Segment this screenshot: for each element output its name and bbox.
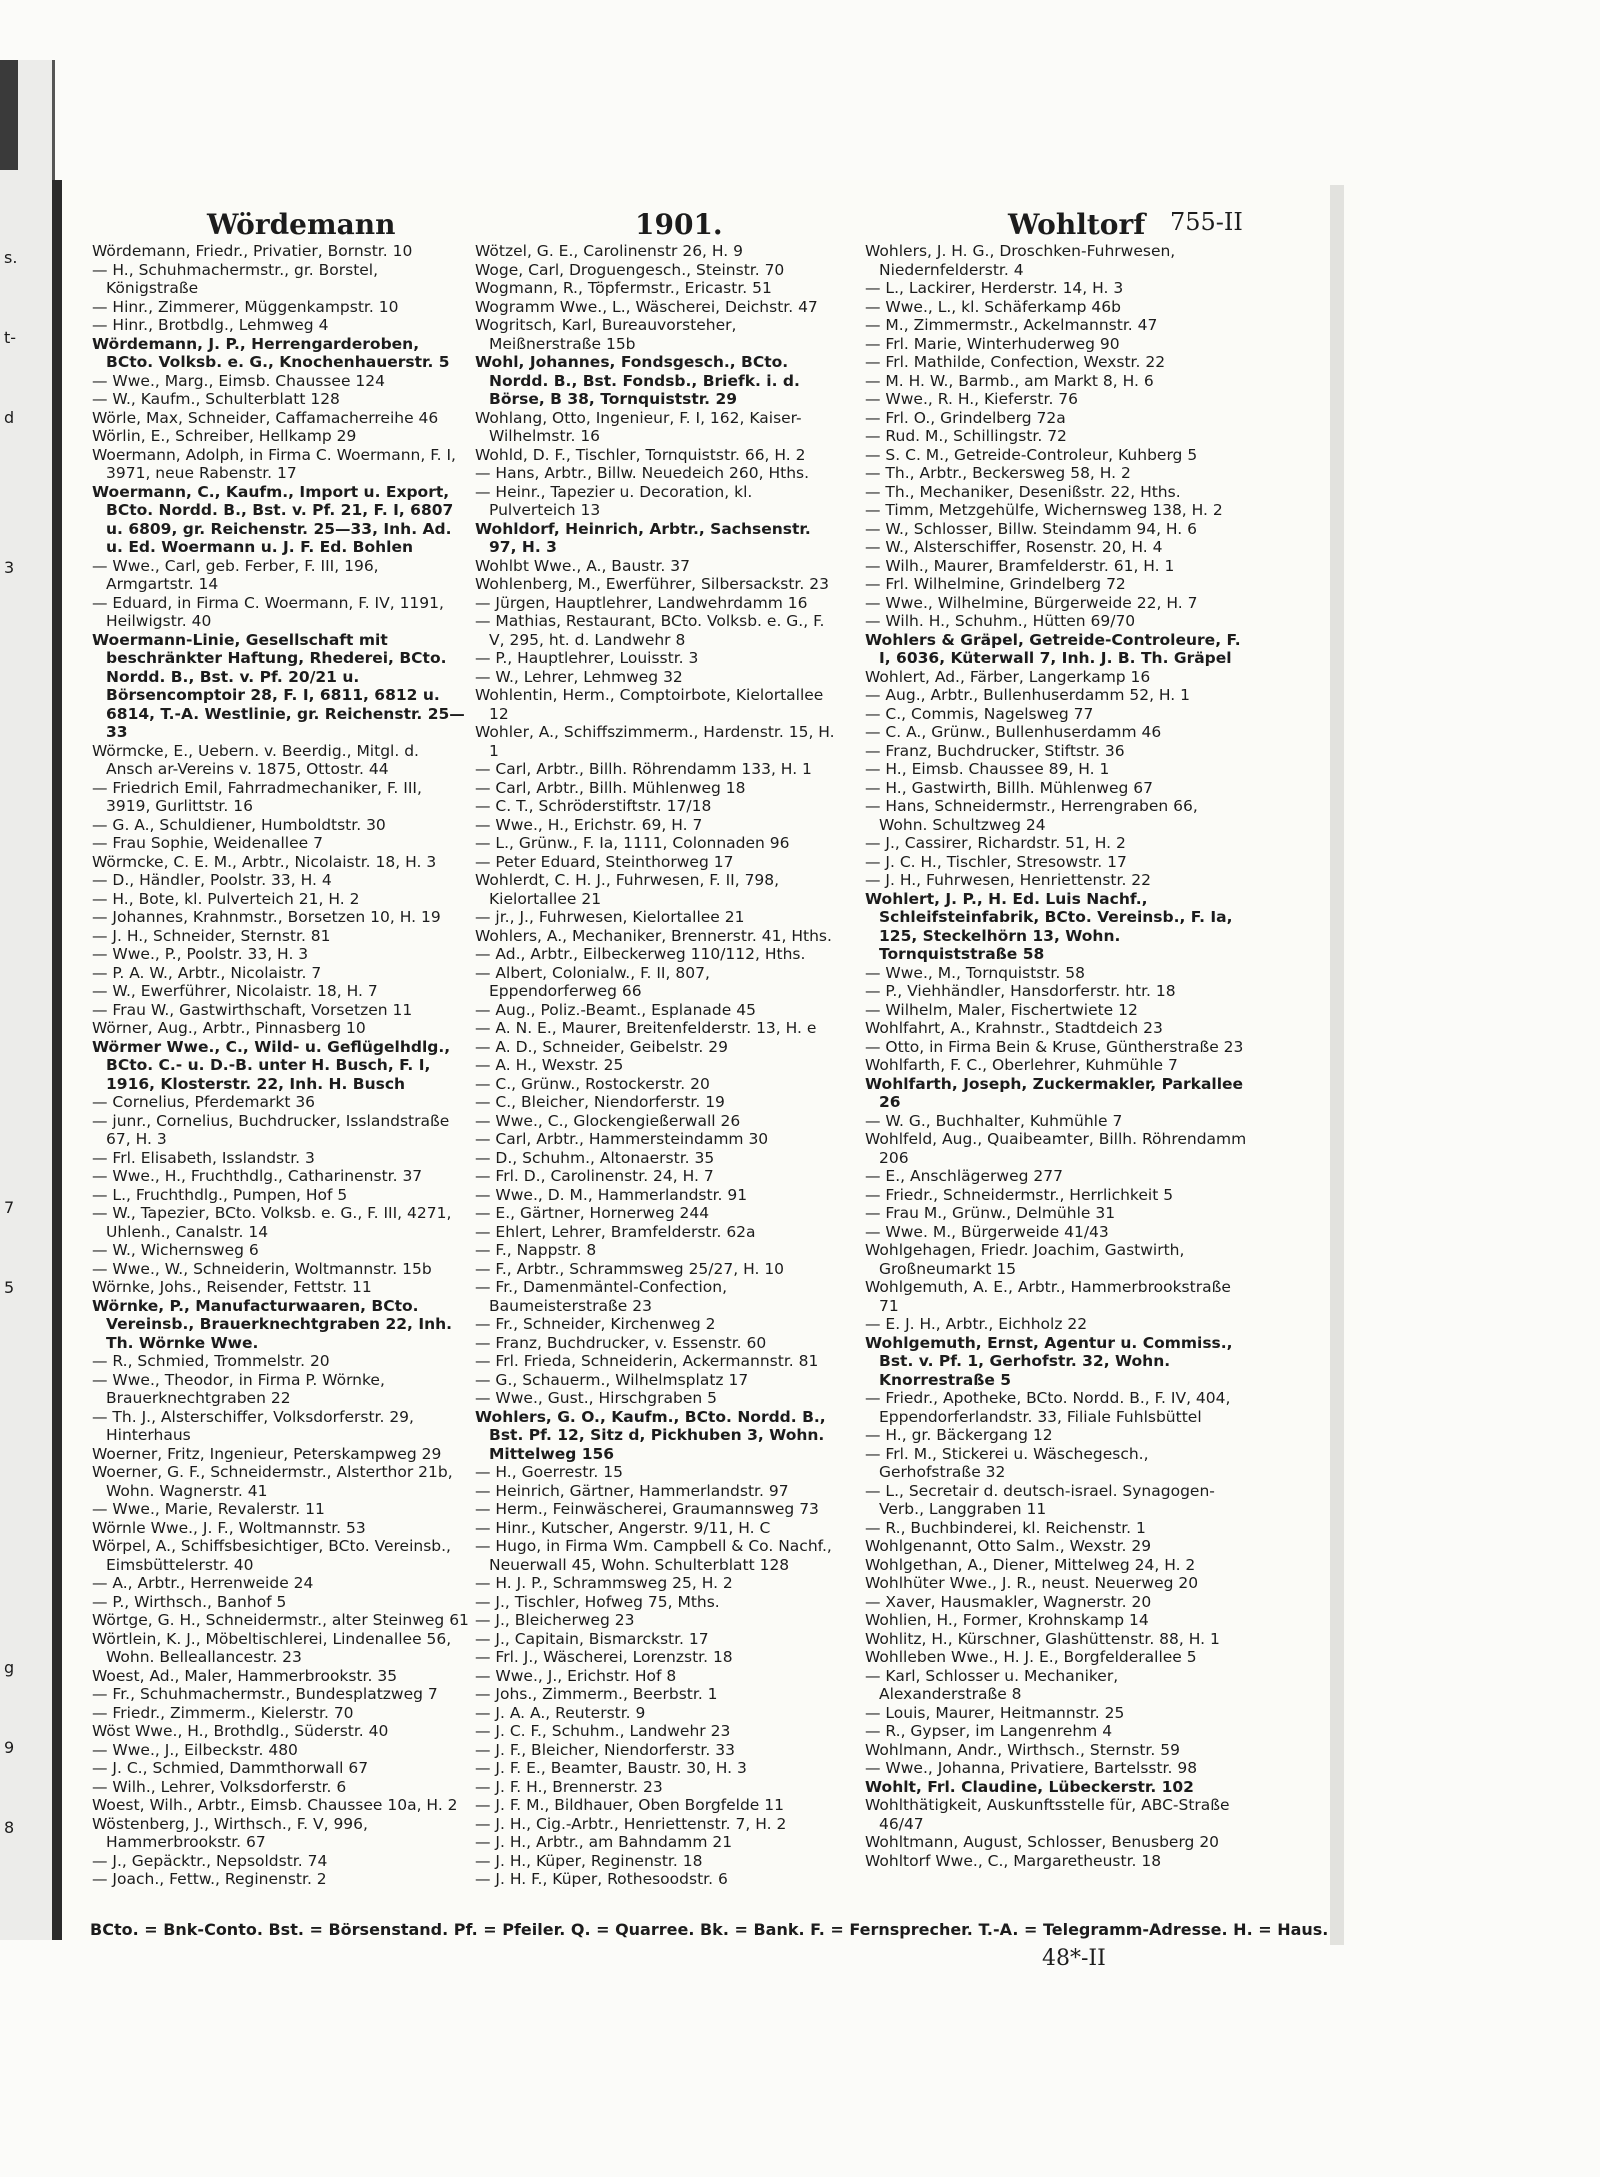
- directory-entry: — J., Cassirer, Richardstr. 51, H. 2: [865, 834, 1126, 852]
- directory-entry: Wohlentin, Herm., Comptoirbote, Kielortallee 12: [475, 686, 824, 723]
- directory-entry: — P., Wirthsch., Banhof 5: [92, 1592, 287, 1611]
- directory-entry: — Wwe., J., Eilbeckstr. 480: [92, 1740, 298, 1759]
- directory-entry: — J., Bleicherweg 23: [475, 1611, 635, 1629]
- directory-entry: — H., Goerrestr. 15: [475, 1463, 623, 1481]
- directory-entry: — J. F. H., Brennerstr. 23: [475, 1777, 663, 1796]
- directory-entry: — Hans, Arbtr., Billw. Neuedeich 260, Hths.: [475, 464, 810, 482]
- directory-entry: — H., Gastwirth, Billh. Mühlenweg 67: [865, 778, 1153, 797]
- directory-entry: — Joach., Fettw., Reginenstr. 2: [92, 1870, 327, 1888]
- directory-entry: Wohlthätigkeit, Auskunftsstelle für, ABC-Straße 46/47: [865, 1796, 1230, 1833]
- directory-entry: — C., Grünw., Rostockerstr. 20: [475, 1074, 710, 1093]
- directory-entry: — C. T., Schröderstiftstr. 17/18: [475, 797, 712, 815]
- directory-entry: — Th., Mechaniker, Desenißstr. 22, Hths.: [865, 482, 1181, 501]
- directory-entry: — J. H., Küper, Reginenstr. 18: [475, 1851, 703, 1870]
- directory-entry: — Ehlert, Lehrer, Bramfelderstr. 62a: [475, 1222, 756, 1241]
- directory-entry: Woerner, G. F., Schneidermstr., Alsterthor 21b, Wohn. Wagnerstr. 41: [92, 1463, 453, 1500]
- directory-entry: Wohlgethan, A., Diener, Mittelweg 24, H. 2: [865, 1555, 1196, 1574]
- directory-entry: — J. H., Cig.-Arbtr., Henriettenstr. 7, H. 2: [475, 1814, 787, 1833]
- directory-entry: Wörle, Max, Schneider, Caffamacherreihe 46: [92, 408, 439, 427]
- directory-entry: Wohlfarth, F. C., Oberlehrer, Kuhmühle 7: [865, 1056, 1178, 1074]
- directory-entry: — Friedr., Schneidermstr., Herrlichkeit 5: [865, 1185, 1174, 1204]
- directory-entry: Wohlhüter Wwe., J. R., neust. Neuerweg 20: [865, 1574, 1199, 1592]
- directory-entry: — D., Schuhm., Altonaerstr. 35: [475, 1148, 715, 1167]
- directory-entry: — Wwe., M., Tornquiststr. 58: [865, 963, 1085, 982]
- directory-entry: — W., Ewerführer, Nicolaistr. 18, H. 7: [92, 982, 378, 1000]
- directory-entry: — Peter Eduard, Steinthorweg 17: [475, 852, 734, 871]
- prev-page-fragment: 7: [4, 1198, 15, 1217]
- directory-entry: Wohlerdt, C. H. J., Fuhrwesen, F. II, 798, Kielortallee 21: [475, 871, 780, 908]
- directory-entry: — Fr., Damenmäntel-Confection, Baumeisterstraße 23: [475, 1278, 728, 1315]
- directory-entry: — Frau Sophie, Weidenallee 7: [92, 834, 323, 852]
- directory-entry: Wörnke, P., Manufacturwaaren, BCto. Vereinsb., Brauerknechtgraben 22, Inh. Th. Wörnke Wwe.: [92, 1296, 453, 1352]
- prev-page-fragment: 5: [4, 1278, 15, 1297]
- directory-entry: — J. C. F., Schuhm., Landwehr 23: [475, 1722, 731, 1740]
- directory-entry: — H. J. P., Schrammsweg 25, H. 2: [475, 1574, 733, 1592]
- directory-entry: — Wwe., D. M., Hammerlandstr. 91: [475, 1185, 748, 1204]
- directory-entry: — Frau W., Gastwirthschaft, Vorsetzen 11: [92, 1000, 413, 1019]
- directory-entry: Wohlbt Wwe., A., Baustr. 37: [475, 556, 690, 575]
- directory-entry: — Wwe., Carl, geb. Ferber, F. III, 196, Armgartstr. 14: [92, 556, 379, 593]
- directory-entry: Wohlgemuth, Ernst, Agentur u. Commiss., Bst. v. Pf. 1, Gerhofstr. 32, Wohn. Knorrestraße 5: [865, 1333, 1233, 1389]
- directory-entry: Wohlers, J. H. G., Droschken-Fuhrwesen, Niedernfelderstr. 4: [865, 242, 1176, 279]
- printer-signature: 48*-II: [1042, 1946, 1106, 1971]
- directory-entry: Wörnke, Johs., Reisender, Fettstr. 11: [92, 1278, 372, 1296]
- directory-entry: Wötzel, G. E., Carolinenstr 26, H. 9: [475, 242, 744, 260]
- directory-entry: — Eduard, in Firma C. Woermann, F. IV, 1191, Heilwigstr. 40: [92, 593, 444, 630]
- directory-entry: Wohlgehagen, Friedr. Joachim, Gastwirth, Großneumarkt 15: [865, 1241, 1185, 1278]
- directory-entry: — W. G., Buchhalter, Kuhmühle 7: [865, 1111, 1123, 1130]
- directory-entry: — W., Tapezier, BCto. Volksb. e. G., F. III, 4271, Uhlenh., Canalstr. 14: [92, 1204, 452, 1241]
- directory-entry: — Friedr., Zimmerm., Kielerstr. 70: [92, 1703, 354, 1722]
- directory-entry: — Frl. J., Wäscherei, Lorenzstr. 18: [475, 1648, 733, 1666]
- directory-entry: — Wwe., Marg., Eimsb. Chaussee 124: [92, 371, 386, 390]
- directory-entry: Woermann, C., Kaufm., Import u. Export, BCto. Nordd. B., Bst. v. Pf. 21, F. I, 6807 u. 6809, gr. Reichenstr. 25—33, Inh. Ad. u. Ed. Woermann u. J. F. Ed. Bohlen: [92, 482, 454, 556]
- directory-entry: — F., Arbtr., Schrammsweg 25/27, H. 10: [475, 1259, 785, 1278]
- directory-entry: Woge, Carl, Droguengesch., Steinstr. 70: [475, 260, 785, 279]
- directory-entry: — Timm, Metzgehülfe, Wichernsweg 138, H. 2: [865, 501, 1223, 519]
- directory-entry: — A. H., Wexstr. 25: [475, 1056, 624, 1074]
- directory-entry: — E. J. H., Arbtr., Eichholz 22: [865, 1315, 1088, 1333]
- directory-entry: — Wwe., Gust., Hirschgraben 5: [475, 1389, 717, 1407]
- directory-entry: — Frl. Elisabeth, Isslandstr. 3: [92, 1148, 315, 1167]
- directory-entry: — R., Gypser, im Langenrehm 4: [865, 1722, 1113, 1740]
- directory-entry: — Wilh., Lehrer, Volksdorferstr. 6: [92, 1777, 347, 1796]
- directory-entry: — G., Schauerm., Wilhelmsplatz 17: [475, 1370, 749, 1389]
- directory-entry: — J. F., Bleicher, Niendorferstr. 33: [475, 1740, 735, 1759]
- directory-entry: — Carl, Arbtr., Hammersteindamm 30: [475, 1130, 769, 1148]
- directory-entry: — Wwe., P., Poolstr. 33, H. 3: [92, 945, 309, 963]
- directory-entry: — W., Kaufm., Schulterblatt 128: [92, 390, 340, 408]
- header-year: 1901.: [635, 208, 723, 241]
- directory-entry: Wörpel, A., Schiffsbesichtiger, BCto. Vereinsb., Eimsbüttelerstr. 40: [92, 1537, 451, 1574]
- directory-entry: — P., Viehhändler, Hansdorferstr. htr. 18: [865, 982, 1176, 1000]
- directory-entry: — R., Schmied, Trommelstr. 20: [92, 1352, 330, 1370]
- directory-entry: — Wwe., W., Schneiderin, Woltmannstr. 15b: [92, 1259, 432, 1278]
- prev-page-fragment: s.: [4, 248, 18, 267]
- directory-entry: — P. A. W., Arbtr., Nicolaistr. 7: [92, 963, 322, 982]
- directory-entry: — Wwe., Theodor, in Firma P. Wörnke, Brauerknechtgraben 22: [92, 1370, 385, 1407]
- directory-entry: — Frl. Marie, Winterhuderweg 90: [865, 334, 1120, 353]
- directory-entry: — J. H., Arbtr., am Bahndamm 21: [475, 1833, 733, 1851]
- directory-entry: — Wilh. H., Schuhm., Hütten 69/70: [865, 612, 1136, 630]
- directory-entry: — M., Zimmermstr., Ackelmannstr. 47: [865, 316, 1158, 334]
- directory-entry: — W., Lehrer, Lehmweg 32: [475, 667, 683, 686]
- directory-entry: Wörner, Aug., Arbtr., Pinnasberg 10: [92, 1019, 366, 1037]
- directory-entry: — Wwe., R. H., Kieferstr. 76: [865, 390, 1079, 408]
- directory-entry: — Wwe., Wilhelmine, Bürgerweide 22, H. 7: [865, 593, 1198, 612]
- directory-entry: Wohlmann, Andr., Wirthsch., Sternstr. 59: [865, 1740, 1180, 1759]
- directory-entry: — Heinrich, Gärtner, Hammerlandstr. 97: [475, 1481, 789, 1500]
- directory-entry: Wohlleben Wwe., H. J. E., Borgfelderallee 5: [865, 1648, 1197, 1666]
- directory-entry: — J. H., Fuhrwesen, Henriettenstr. 22: [865, 871, 1152, 889]
- directory-entry: — C., Commis, Nagelsweg 77: [865, 704, 1094, 723]
- directory-entry: — H., Schuhmachermstr., gr. Borstel, Königstraße: [92, 260, 379, 297]
- directory-entry: Wohlitz, H., Kürschner, Glashüttenstr. 88, H. 1: [865, 1629, 1220, 1648]
- directory-entry: — H., Eimsb. Chaussee 89, H. 1: [865, 760, 1110, 778]
- directory-entry: — M. H. W., Barmb., am Markt 8, H. 6: [865, 371, 1154, 390]
- directory-entry: — Albert, Colonialw., F. II, 807, Eppendorferweg 66: [475, 963, 710, 1000]
- directory-entry: — Wwe., H., Fruchthdlg., Catharinenstr. 37: [92, 1167, 423, 1185]
- directory-entry: — L., Secretair d. deutsch-israel. Synagogen-Verb., Langgraben 11: [865, 1481, 1215, 1518]
- directory-entry: — Frl. Wilhelmine, Grindelberg 72: [865, 575, 1126, 593]
- directory-entry: Wohlang, Otto, Ingenieur, F. I, 162, Kaiser-Wilhelmstr. 16: [475, 408, 802, 445]
- directory-entry: — Frl. O., Grindelberg 72a: [865, 408, 1066, 427]
- directory-entry: — Johannes, Krahnmstr., Borsetzen 10, H. 19: [92, 908, 441, 926]
- directory-entry: — J., Gepäcktr., Nepsoldstr. 74: [92, 1851, 328, 1870]
- directory-entry: — D., Händler, Poolstr. 33, H. 4: [92, 871, 332, 889]
- column-1: [92, 242, 470, 1889]
- directory-entry: Wogritsch, Karl, Bureauvorsteher, Meißnerstraße 15b: [475, 316, 737, 353]
- directory-entry: Wohlfarth, Joseph, Zuckermakler, Parkallee 26: [865, 1074, 1244, 1111]
- directory-entry: Wohldorf, Heinrich, Arbtr., Sachsenstr. 97, H. 3: [475, 519, 811, 556]
- directory-entry: — Wwe. M., Bürgerweide 41/43: [865, 1222, 1109, 1241]
- directory-entry: Woermann-Linie, Gesellschaft mit beschränkter Haftung, Rhederei, BCto. Nordd. B., Bst. v. Pf. 20/21 u. Börsencomptoir 28, F. I, 6811, 6812 u. 6814, T.-A. Westlinie, gr. Reichenstr. 25—33: [92, 630, 465, 741]
- directory-entry: — Aug., Poliz.-Beamt., Esplanade 45: [475, 1000, 756, 1019]
- directory-entry: — L., Grünw., F. Ia, 1111, Colonnaden 96: [475, 834, 790, 852]
- directory-entry: — E., Anschlägerweg 277: [865, 1167, 1063, 1185]
- directory-entry: — J. A. A., Reuterstr. 9: [475, 1703, 646, 1722]
- directory-entry: — H., Bote, kl. Pulverteich 21, H. 2: [92, 889, 360, 908]
- directory-entry: — L., Lackirer, Herderstr. 14, H. 3: [865, 279, 1124, 297]
- directory-entry: Wörlin, E., Schreiber, Hellkamp 29: [92, 427, 357, 445]
- directory-entry: Woest, Ad., Maler, Hammerbrookstr. 35: [92, 1666, 398, 1685]
- directory-entry: — Aug., Arbtr., Bullenhuserdamm 52, H. 1: [865, 686, 1191, 704]
- page-right-edge: [1330, 185, 1344, 1945]
- directory-entry: Wohld, D. F., Tischler, Tornquiststr. 66, H. 2: [475, 445, 806, 464]
- directory-entry: — Karl, Schlosser u. Mechaniker, Alexanderstraße 8: [865, 1666, 1119, 1703]
- directory-entry: Wohlers & Gräpel, Getreide-Controleure, F. I, 6036, Küterwall 7, Inh. J. B. Th. Gräpel: [865, 630, 1241, 667]
- directory-entry: — Heinr., Tapezier u. Decoration, kl. Pulverteich 13: [475, 482, 753, 519]
- directory-entry: Wörtlein, K. J., Möbeltischlerei, Lindenallee 56, Wohn. Belleallancestr. 23: [92, 1629, 452, 1666]
- directory-entry: — Friedrich Emil, Fahrradmechaniker, F. III, 3919, Gurlittstr. 16: [92, 778, 422, 815]
- directory-entry: Wörnle Wwe., J. F., Woltmannstr. 53: [92, 1518, 366, 1537]
- directory-entry: — Hans, Schneidermstr., Herrengraben 66, Wohn. Schultzweg 24: [865, 797, 1198, 834]
- directory-entry: Wohlers, G. O., Kaufm., BCto. Nordd. B., Bst. Pf. 12, Sitz d, Pickhuben 3, Wohn. Mittelweg 156: [475, 1407, 826, 1463]
- directory-entry: — Fr., Schneider, Kirchenweg 2: [475, 1315, 716, 1333]
- directory-entry: Woermann, Adolph, in Firma C. Woermann, F. I, 3971, neue Rabenstr. 17: [92, 445, 456, 482]
- directory-entry: — Frl. M., Stickerei u. Wäschegesch., Gerhofstraße 32: [865, 1444, 1149, 1481]
- directory-entry: — F., Nappstr. 8: [475, 1241, 597, 1259]
- directory-entry: — E., Gärtner, Hornerweg 244: [475, 1204, 710, 1222]
- directory-entry: — W., Wichernsweg 6: [92, 1241, 259, 1259]
- directory-entry: — Wwe., L., kl. Schäferkamp 46b: [865, 297, 1121, 316]
- directory-entry: — Hinr., Zimmerer, Müggenkampstr. 10: [92, 297, 399, 316]
- directory-entry: Wohlgenannt, Otto Salm., Wexstr. 29: [865, 1537, 1152, 1555]
- directory-entry: Wohlert, Ad., Färber, Langerkamp 16: [865, 667, 1151, 686]
- directory-entry: — Hugo, in Firma Wm. Campbell & Co. Nachf., Neuerwall 45, Wohn. Schulterblatt 128: [475, 1537, 832, 1574]
- directory-entry: — Ad., Arbtr., Eilbeckerweg 110/112, Hths.: [475, 945, 806, 963]
- directory-entry: — J. F. M., Bildhauer, Oben Borgfelde 11: [475, 1796, 784, 1814]
- directory-entry: Wogmann, R., Töpfermstr., Ericastr. 51: [475, 279, 772, 297]
- header-right-keyword: Wohltorf: [1008, 208, 1146, 241]
- directory-entry: — Franz, Buchdrucker, v. Essenstr. 60: [475, 1333, 767, 1352]
- directory-entry: — Wilh., Maurer, Bramfelderstr. 61, H. 1: [865, 556, 1175, 575]
- directory-entry: — Th., Arbtr., Beckersweg 58, H. 2: [865, 464, 1131, 482]
- directory-entry: Wohltorf Wwe., C., Margaretheustr. 18: [865, 1851, 1162, 1870]
- directory-entry: Woest, Wilh., Arbtr., Eimsb. Chaussee 10a, H. 2: [92, 1796, 458, 1814]
- directory-entry: — Rud. M., Schillingstr. 72: [865, 427, 1067, 445]
- directory-entry: — Hinr., Kutscher, Angerstr. 9/11, H. C: [475, 1518, 771, 1537]
- directory-entry: — Frl. Frieda, Schneiderin, Ackermannstr. 81: [475, 1352, 819, 1370]
- directory-entry: Wohlers, A., Mechaniker, Brennerstr. 41, Hths.: [475, 926, 832, 945]
- directory-entry: — J. C., Schmied, Dammthorwall 67: [92, 1759, 369, 1777]
- directory-entry: — Frl. D., Carolinenstr. 24, H. 7: [475, 1167, 714, 1185]
- directory-entry: — Wwe., Johanna, Privatiere, Bartelsstr. 98: [865, 1759, 1198, 1777]
- binding-shadow: [0, 60, 18, 170]
- directory-entry: — J. H., Schneider, Sternstr. 81: [92, 926, 331, 945]
- directory-entry: — Xaver, Hausmakler, Wagnerstr. 20: [865, 1592, 1152, 1611]
- directory-entry: Wohlfeld, Aug., Quaibeamter, Billh. Röhrendamm 206: [865, 1130, 1247, 1167]
- directory-entry: — S. C. M., Getreide-Controleur, Kuhberg 5: [865, 445, 1198, 464]
- directory-entry: Woerner, Fritz, Ingenieur, Peterskampweg 29: [92, 1444, 442, 1463]
- directory-entry: — Friedr., Apotheke, BCto. Nordd. B., F. IV, 404, Eppendorferlandstr. 33, Filiale Fuhlsbüttel: [865, 1389, 1231, 1426]
- directory-entry: — Jürgen, Hauptlehrer, Landwehrdamm 16: [475, 593, 808, 612]
- header-page-number: 755-II: [1170, 208, 1243, 236]
- directory-entry: — P., Hauptlehrer, Louisstr. 3: [475, 649, 699, 667]
- directory-entry: — Frau M., Grünw., Delmühle 31: [865, 1204, 1116, 1222]
- directory-entry: Wohlfahrt, A., Krahnstr., Stadtdeich 23: [865, 1019, 1163, 1037]
- directory-entry: — Wwe., Marie, Revalerstr. 11: [92, 1500, 325, 1518]
- directory-entry: — Wwe., J., Erichstr. Hof 8: [475, 1666, 677, 1685]
- prev-page-fragment: 3: [4, 558, 15, 577]
- directory-entry: Wohlien, H., Former, Krohnskamp 14: [865, 1611, 1149, 1629]
- directory-entry: Wörmcke, E., Uebern. v. Beerdig., Mitgl. d. Ansch ar-Vereins v. 1875, Ottostr. 44: [92, 741, 419, 778]
- directory-entry: — L., Fruchthdlg., Pumpen, Hof 5: [92, 1185, 348, 1204]
- directory-entry: — R., Buchbinderei, kl. Reichenstr. 1: [865, 1518, 1146, 1537]
- directory-entry: — Carl, Arbtr., Billh. Mühlenweg 18: [475, 778, 746, 797]
- directory-entry: Wörmcke, C. E. M., Arbtr., Nicolaistr. 18, H. 3: [92, 852, 437, 871]
- directory-entry: — W., Alsterschiffer, Rosenstr. 20, H. 4: [865, 538, 1163, 556]
- directory-entry: — A. N. E., Maurer, Breitenfelderstr. 13, H. e: [475, 1019, 817, 1037]
- directory-entry: — Wwe., C., Glockengießerwall 26: [475, 1111, 741, 1130]
- header-left-keyword: Wördemann: [207, 208, 396, 241]
- directory-entry: — Johs., Zimmerm., Beerbstr. 1: [475, 1685, 718, 1703]
- directory-entry: — jr., J., Fuhrwesen, Kielortallee 21: [475, 908, 745, 926]
- directory-entry: — Otto, in Firma Bein & Kruse, Güntherstraße 23: [865, 1037, 1244, 1056]
- page-shadow: [52, 180, 62, 1940]
- directory-entry: — A. D., Schneider, Geibelstr. 29: [475, 1037, 728, 1056]
- prev-page-fragment: t-: [4, 328, 17, 347]
- directory-entry: Wörmer Wwe., C., Wild- u. Geflügelhdlg., BCto. C.- u. D.-B. unter H. Busch, F. I, 1916, Klosterstr. 22, Inh. H. Busch: [92, 1037, 451, 1093]
- directory-entry: Wöstenberg, J., Wirthsch., F. V, 996, Hammerbrookstr. 67: [92, 1814, 368, 1851]
- directory-entry: — Frl. Mathilde, Confection, Wexstr. 22: [865, 353, 1166, 371]
- directory-entry: Wohler, A., Schiffszimmerm., Hardenstr. 15, H. 1: [475, 723, 835, 760]
- directory-entry: Wohlert, J. P., H. Ed. Luis Nachf., Schleifsteinfabrik, BCto. Vereinsb., F. Ia, 125, Steckelhörn 13, Wohn. Tornquiststraße 58: [865, 889, 1233, 963]
- directory-entry: Wördemann, Friedr., Privatier, Bornstr. 10: [92, 242, 413, 260]
- directory-entry: Wogramm Wwe., L., Wäscherei, Deichstr. 47: [475, 297, 818, 316]
- directory-entry: — C., Bleicher, Niendorferstr. 19: [475, 1093, 725, 1111]
- directory-entry: — J., Tischler, Hofweg 75, Mths.: [475, 1592, 720, 1611]
- directory-entry: — J. C. H., Tischler, Stresowstr. 17: [865, 852, 1127, 871]
- directory-entry: — Louis, Maurer, Heitmannstr. 25: [865, 1703, 1125, 1722]
- prev-page-fragment: 8: [4, 1818, 15, 1837]
- prev-page-fragment: g: [4, 1658, 15, 1677]
- directory-entry: — Carl, Arbtr., Billh. Röhrendamm 133, H. 1: [475, 760, 812, 778]
- directory-entry: — J., Capitain, Bismarckstr. 17: [475, 1629, 709, 1648]
- column-3: [865, 242, 1250, 1870]
- directory-entry: — junr., Cornelius, Buchdrucker, Isslandstraße 67, H. 3: [92, 1111, 450, 1148]
- column-2: [475, 242, 837, 1889]
- directory-entry: — C. A., Grünw., Bullenhuserdamm 46: [865, 723, 1162, 741]
- directory-entry: — Wilhelm, Maler, Fischertwiete 12: [865, 1000, 1138, 1019]
- previous-page-edge: [0, 60, 55, 1940]
- directory-entry: — A., Arbtr., Herrenweide 24: [92, 1574, 314, 1592]
- directory-entry: Wohl, Johannes, Fondsgesch., BCto. Nordd. B., Bst. Fondsb., Briefk. i. d. Börse, B 38, Tornquiststr. 29: [475, 353, 800, 408]
- directory-entry: — J. F. E., Beamter, Baustr. 30, H. 3: [475, 1759, 747, 1777]
- directory-entry: — Fr., Schuhmachermstr., Bundesplatzweg 7: [92, 1685, 438, 1703]
- directory-entry: — Herm., Feinwäscherei, Graumannsweg 73: [475, 1500, 819, 1518]
- directory-entry: — G. A., Schuldiener, Humboldtstr. 30: [92, 815, 386, 834]
- directory-entry: — W., Schlosser, Billw. Steindamm 94, H. 6: [865, 519, 1198, 538]
- directory-entry: Wohlenberg, M., Ewerführer, Silbersackstr. 23: [475, 575, 829, 593]
- directory-entry: Wördemann, J. P., Herrengarderoben, BCto. Volksb. e. G., Knochenhauerstr. 5: [92, 334, 450, 371]
- directory-entry: — Mathias, Restaurant, BCto. Volksb. e. G., F. V, 295, ht. d. Landwehr 8: [475, 612, 825, 649]
- prev-page-fragment: 9: [4, 1738, 15, 1757]
- directory-entry: — J. H. F., Küper, Rothesoodstr. 6: [475, 1870, 728, 1888]
- prev-page-fragment: d: [4, 408, 15, 427]
- directory-entry: Wohlt, Frl. Claudine, Lübeckerstr. 102: [865, 1777, 1194, 1796]
- directory-entry: — Franz, Buchdrucker, Stiftstr. 36: [865, 741, 1125, 760]
- directory-entry: — Wwe., H., Erichstr. 69, H. 7: [475, 815, 703, 834]
- directory-entry: — Th. J., Alsterschiffer, Volksdorferstr. 29, Hinterhaus: [92, 1407, 414, 1444]
- directory-entry: — Hinr., Brotbdlg., Lehmweg 4: [92, 316, 329, 334]
- abbreviation-legend: BCto. = Bnk-Conto. Bst. = Börsenstand. Pf. = Pfeiler. Q. = Quarree. Bk. = Bank. F. = Fernsprecher. T.-A. = Telegramm-Adresse. H. = Haus.: [90, 1920, 1329, 1939]
- directory-entry: — H., gr. Bäckergang 12: [865, 1426, 1053, 1444]
- directory-entry: — Cornelius, Pferdemarkt 36: [92, 1093, 316, 1111]
- directory-entry: Wohltmann, August, Schlosser, Benusberg 20: [865, 1833, 1220, 1851]
- directory-entry: Wörtge, G. H., Schneidermstr., alter Steinweg 61: [92, 1611, 469, 1629]
- directory-entry: Wöst Wwe., H., Brothdlg., Süderstr. 40: [92, 1722, 389, 1740]
- directory-entry: Wohlgemuth, A. E., Arbtr., Hammerbrookstraße 71: [865, 1278, 1231, 1315]
